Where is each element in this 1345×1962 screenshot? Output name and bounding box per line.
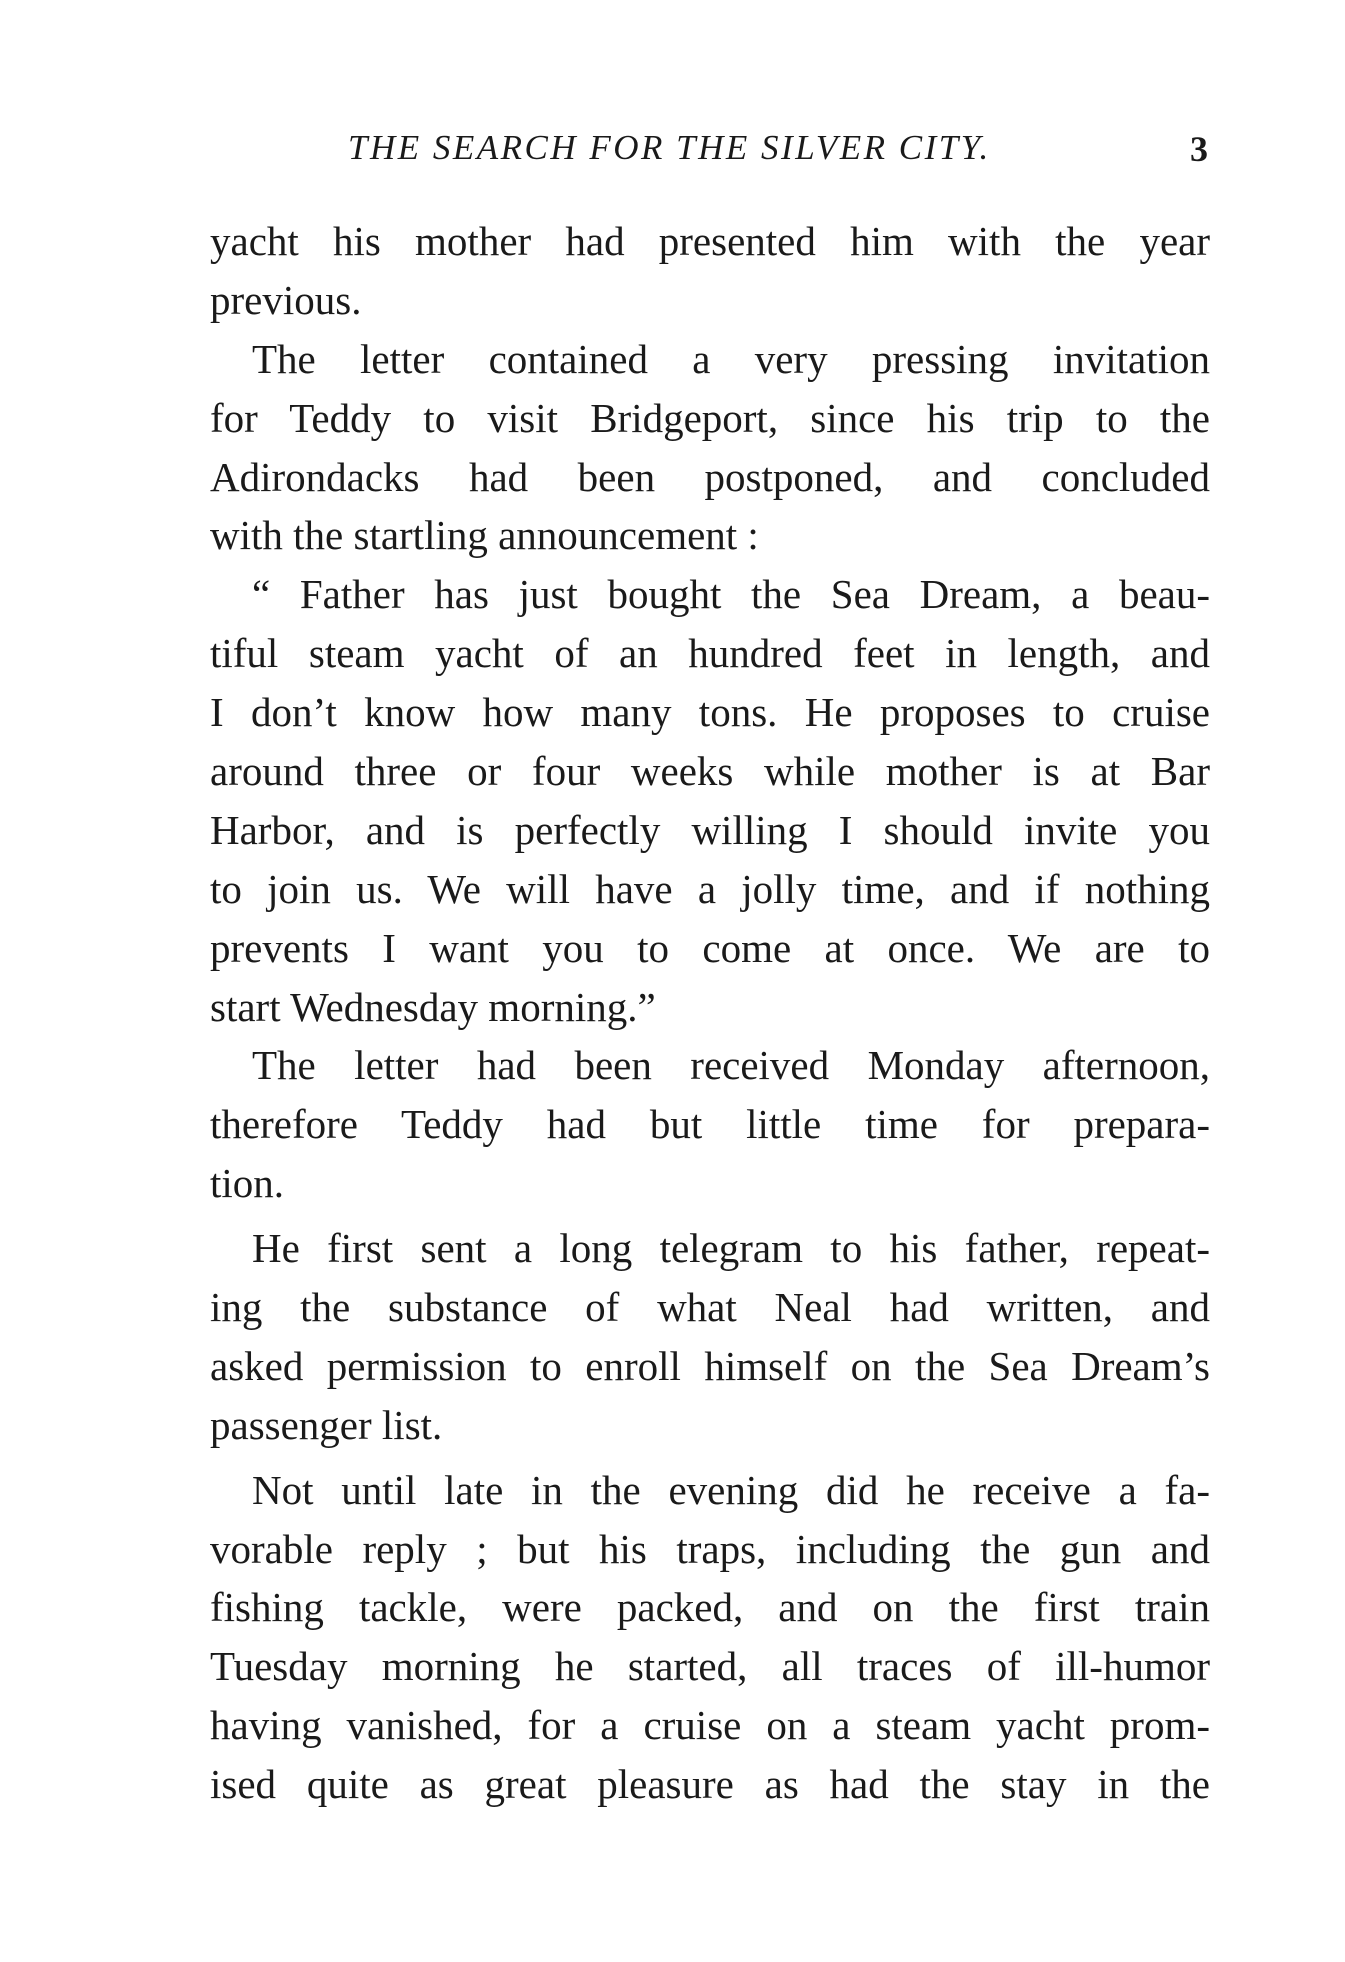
text-line: start Wednesday morning.” [210,983,656,1030]
text-line: vorable reply ; but his traps, including the gun and [210,1525,1210,1572]
text-line: The letter contained a very pressing invitation [252,335,1210,382]
text-line: for Teddy to visit Bridgeport, since his trip to the [210,394,1210,441]
text-line: Adirondacks had been postponed, and concluded [210,453,1210,500]
text-line: to join us. We will have a jolly time, and if nothing [210,865,1210,912]
body-text [210,212,1210,1814]
text-line: ing the substance of what Neal had written, and [210,1284,1210,1331]
text-line: He first sent a long telegram to his father, repeat- [252,1225,1210,1272]
text-line: asked permission to enroll himself on the Sea Dream’s [210,1342,1210,1389]
text-line: “ Father has just bought the Sea Dream, a beau- [252,571,1210,618]
text-line: prevents I want you to come at once. We are to [210,924,1210,971]
text-line: Not until late in the evening did he receive a fa- [252,1466,1210,1513]
text-line: ised quite as great pleasure as had the stay in the [210,1761,1210,1808]
text-line: The letter had been received Monday afternoon, [252,1042,1210,1089]
text-line: having vanished, for a cruise on a steam yacht prom- [210,1702,1210,1749]
text-line: previous. [210,276,362,323]
text-line: with the startling announcement : [210,512,759,559]
text-line: tion. [210,1160,285,1207]
text-line: Harbor, and is perfectly willing I should invite you [210,806,1210,853]
page-number: 3 [1190,129,1208,169]
text-line: passenger list. [210,1401,443,1448]
text-line: I don’t know how many tons. He proposes to cruise [210,689,1210,736]
text-line: yacht his mother had presented him with the year [210,218,1210,264]
running-title: THE SEARCH FOR THE SILVER CITY. [348,128,991,167]
text-line: fishing tackle, were packed, and on the first train [210,1584,1210,1631]
text-line: tiful steam yacht of an hundred feet in length, and [210,630,1210,677]
text-line: Tuesday morning he started, all traces of ill-humor [210,1643,1210,1690]
text-line: around three or four weeks while mother is at Bar [210,748,1210,795]
text-line: therefore Teddy had but little time for prepara- [210,1101,1210,1148]
running-head [348,128,1208,178]
